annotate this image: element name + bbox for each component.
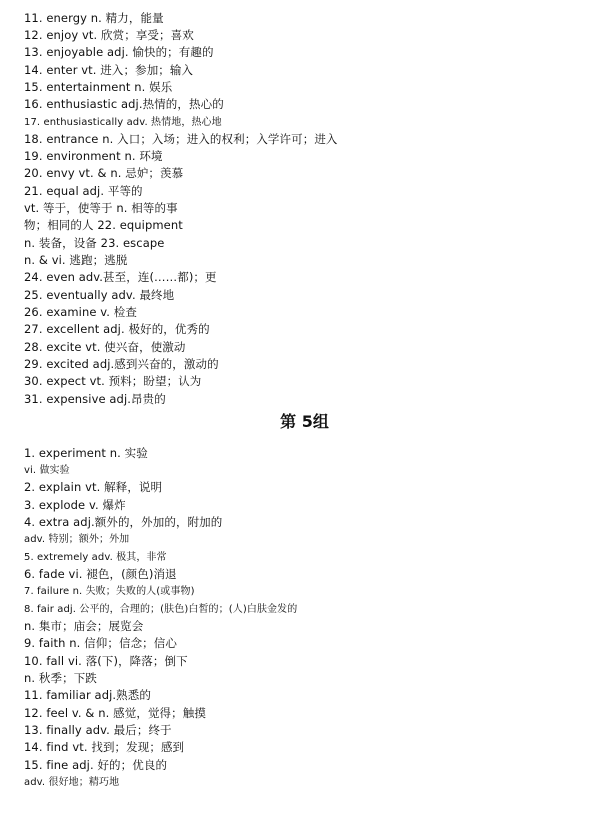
entry-line: 15. fine adj. 好的；优良的 <box>24 758 168 772</box>
entry-line: 16. enthusiastic adj.热情的，热心的 <box>24 97 224 111</box>
entry-line: 26. examine v. 检查 <box>24 305 138 319</box>
entry-line: 27. excellent adj. 极好的，优秀的 <box>24 322 210 336</box>
entry-line: 3. explode v. 爆炸 <box>24 498 126 512</box>
entry-line: 10. fall vi. 落(下)，降落；倒下 <box>24 654 188 668</box>
entry-line: n. 秋季；下跌 <box>24 671 97 685</box>
entry-line: 12. feel v. & n. 感觉，觉得；触摸 <box>24 706 206 720</box>
entry-line: 25. eventually adv. 最终地 <box>24 288 175 302</box>
entry-line: n. 集市；庙会；展览会 <box>24 619 144 633</box>
entry-line: 13. finally adv. 最后；终于 <box>24 723 172 737</box>
entry-line: 14. enter vt. 进入；参加；输入 <box>24 63 194 77</box>
entry-line: 24. even adv.甚至，连(……都)；更 <box>24 270 217 284</box>
entry-line: n. & vi. 逃跑；逃脱 <box>24 253 128 267</box>
entry-line: 物；相同的人 22. equipment <box>24 218 183 232</box>
entry-line: 6. fade vi. 褪色，(颜色)消退 <box>24 567 177 581</box>
entry-line: 18. entrance n. 入口；入场；进入的权利；入学许可；进入 <box>24 132 338 146</box>
entry-line: 2. explain vt. 解释，说明 <box>24 480 163 494</box>
entry-line: 30. expect vt. 预料；盼望；认为 <box>24 374 202 388</box>
entry-line: n. 装备，设备 23. escape <box>24 236 165 250</box>
entry-line: 15. entertainment n. 娱乐 <box>24 80 173 94</box>
entry-line: 7. failure n. 失败；失败的人(或事物) <box>24 586 195 597</box>
entry-line: 12. enjoy vt. 欣赏；享受；喜欢 <box>24 28 194 42</box>
entry-line: 9. faith n. 信仰；信念；信心 <box>24 636 177 650</box>
entry-line: 31. expensive adj.昂贵的 <box>24 392 166 406</box>
entry-line: 1. experiment n. 实验 <box>24 446 148 460</box>
entry-line: 11. energy n. 精力，能量 <box>24 11 164 25</box>
entry-line: 19. environment n. 环境 <box>24 149 163 163</box>
entry-line: vt. 等于，使等于 n. 相等的事 <box>24 201 178 215</box>
entry-line: vi. 做实验 <box>24 465 70 476</box>
entry-line: 8. fair adj. 公平的，合理的；(肤色)白皙的；(人)白肤金发的 <box>24 604 298 615</box>
entry-line: 17. enthusiastically adv. 热情地，热心地 <box>24 117 222 128</box>
entry-line: 4. extra adj.额外的，外加的，附加的 <box>24 515 223 529</box>
entry-line: 14. find vt. 找到；发现；感到 <box>24 740 185 754</box>
entry-line: adv. 特别；额外；外加 <box>24 534 130 545</box>
entry-line: 20. envy vt. & n. 忌妒；羡慕 <box>24 166 184 180</box>
entry-line: 29. excited adj.感到兴奋的，激动的 <box>24 357 219 371</box>
entry-line: 28. excite vt. 使兴奋，使激动 <box>24 340 186 354</box>
entry-line: adv. 很好地；精巧地 <box>24 777 120 788</box>
entry-line: 11. familiar adj.熟悉的 <box>24 688 151 702</box>
entry-line: 21. equal adj. 平等的 <box>24 184 143 198</box>
group-heading: 第 5组 <box>280 412 329 431</box>
entry-line: 5. extremely adv. 极其，非常 <box>24 552 167 563</box>
entry-line: 13. enjoyable adj. 愉快的；有趣的 <box>24 45 214 59</box>
